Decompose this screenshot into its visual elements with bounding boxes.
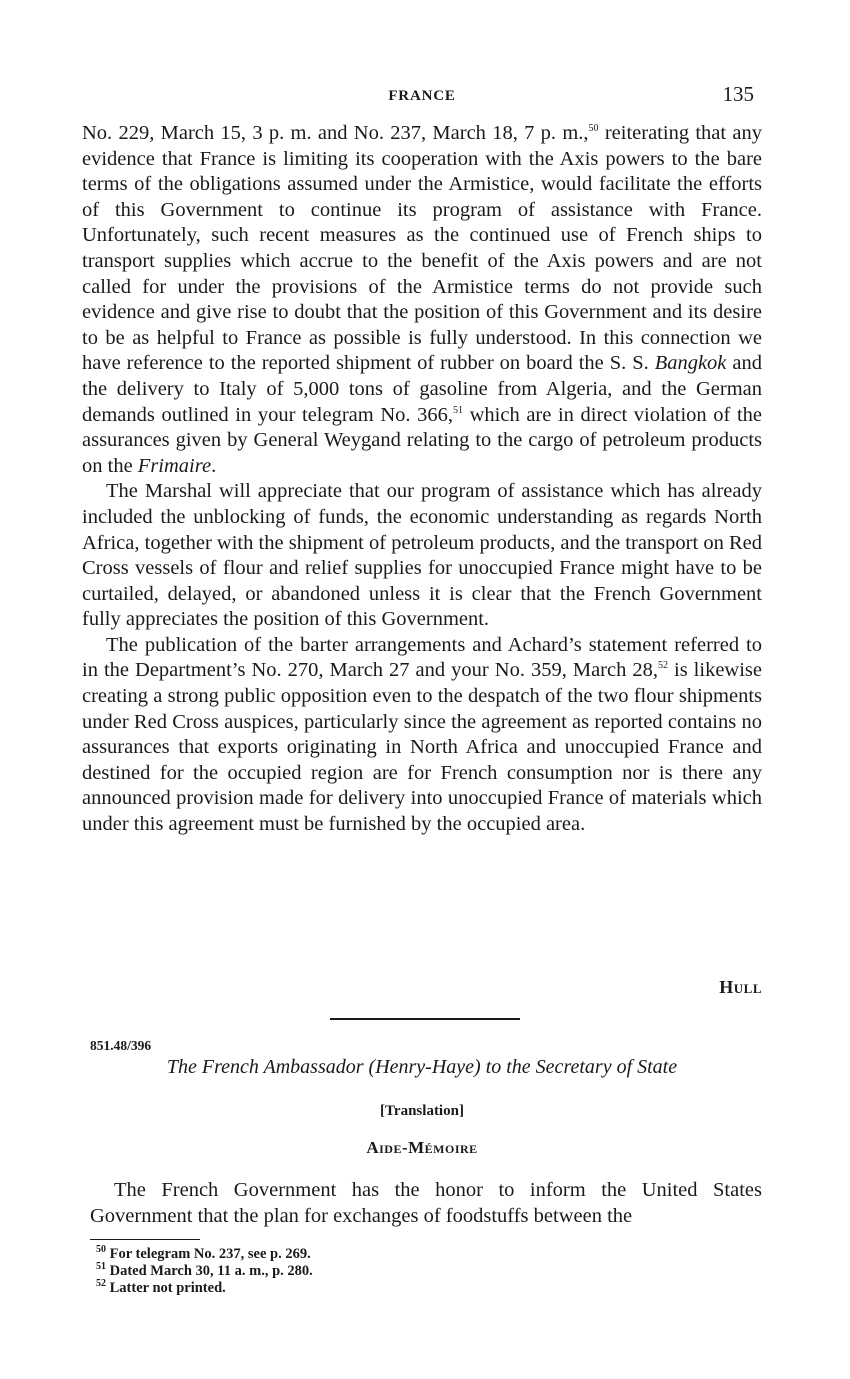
aide-memoire-opening: The French Government has the honor to inform the United States Government that the plan for exchanges of foodstuffs between the <box>90 1179 762 1227</box>
aide-memoire-body <box>90 1178 762 1229</box>
document-type-title: Aide-Mémoire <box>366 1138 478 1157</box>
paragraph-1-text-e: . <box>211 454 217 477</box>
section-divider <box>330 1018 520 1020</box>
footnote-ref-51: 51 <box>453 404 463 416</box>
telegram-body <box>82 121 762 838</box>
signature: Hull <box>719 977 762 997</box>
footnote-mark: 51 <box>96 1261 106 1273</box>
paragraph-1-text-b: reiterating that any evidence that France is limiting its cooperation with the Axis powers to the bare terms of the obligations assumed under the Armistice, would facilitate the efforts of this Government to continue its program of assistance with France. Unfortunately, such recent measures as the continued use of French ships to transport supplies which accrue to the benefit of the Axis powers and are not called for under the provisions of the Armistice terms do not provide such evidence and give rise to doubt that the position of this Government and its desire to be as helpful to France as possible is fully understood. In this connection we have reference to the reported shipment of rubber on board the S. S. <box>82 122 762 375</box>
running-title: FRANCE <box>388 88 456 104</box>
ship-name-bangkok: Bangkok <box>654 352 727 375</box>
paragraph-1-text-a: No. 229, March 15, 3 p. m. and No. 237, March 18, 7 p. m., <box>82 122 589 144</box>
footnote-rule <box>90 1239 200 1240</box>
footnote-ref-52: 52 <box>657 660 668 672</box>
ship-name-frimaire: Frimaire <box>137 454 212 477</box>
paragraph-1 <box>82 121 762 479</box>
paragraph-3 <box>82 633 762 838</box>
footnote-text: For telegram No. 237, see p. 269. <box>109 1246 311 1262</box>
footnote-mark: 50 <box>96 1244 106 1256</box>
footnote-52 <box>96 1280 313 1297</box>
footnote-50 <box>96 1246 313 1263</box>
page-number: 135 <box>722 82 754 106</box>
paragraph-3-text-b: is likewise creating a strong public opposition even to the despatch of the two flour shipments under Red Cross auspices, particularly since the agreement as reported contains no assurances that exports originating in North Africa and unoccupied France and destined for the occupied region are for French consumption nor is there any announced provision made for delivery into unoccupied France of materials which under this agreement must be furnished by the occupied area. <box>82 659 762 836</box>
running-header <box>82 82 762 112</box>
footnote-ref-50: 50 <box>588 123 599 135</box>
paragraph-1-text-c: and the delivery to Italy of 5,000 tons of gasoline from Algeria, and the German demands outlined in your telegram No. 366, <box>82 352 762 426</box>
footnotes <box>96 1246 313 1297</box>
document-heading: The French Ambassador (Henry-Haye) to the Secretary of State <box>166 1056 678 1078</box>
paragraph-3-text-a: The publication of the barter arrangements and Achard’s statement referred to in the Department’s No. 270, March 27 and your No. 359, March 28, <box>82 633 762 682</box>
file-number: 851.48/396 <box>90 1038 152 1053</box>
footnote-mark: 52 <box>96 1278 106 1290</box>
footnote-text: Dated March 30, 11 a. m., p. 280. <box>109 1263 313 1279</box>
paragraph-2: The Marshal will appreciate that our program of assistance which has already included the unblocking of funds, the economic understanding as regards North Africa, together with the shipment of petroleum products, and the transport on Red Cross vessels of flour and relief supplies for unoccupied France might have to be curtailed, delayed, or abandoned unless it is clear that the French Government fully appreciates the position of this Government. <box>82 480 762 631</box>
paragraph-1-text-d: which are in direct violation of the assurances given by General Weygand relating to the cargo of petroleum products on the <box>82 403 762 477</box>
translation-note: [Translation] <box>380 1103 464 1119</box>
footnote-51 <box>96 1263 313 1280</box>
footnote-text: Latter not printed. <box>109 1280 226 1296</box>
